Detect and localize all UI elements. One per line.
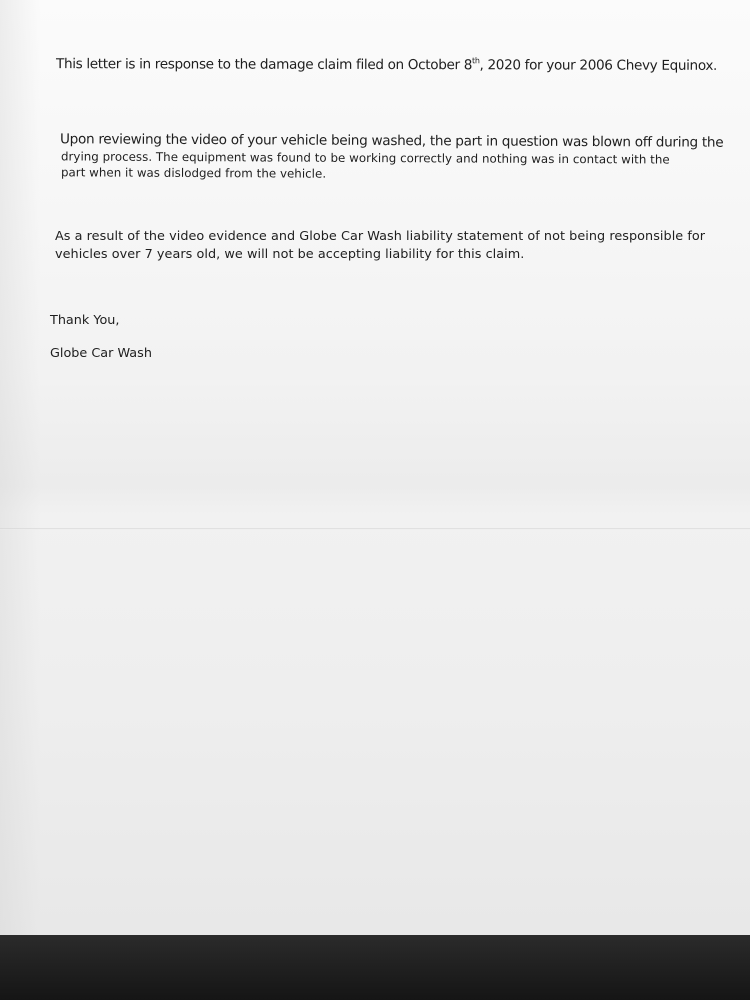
paper-shadow [0,0,40,935]
opening-text-end: , 2020 for your 2006 Chevy Equinox. [479,57,718,74]
paragraph-2-line-2: drying process. The equipment was found to be working correctly and nothing was in contact with the [60,149,670,167]
paragraph-2-line-1: Upon reviewing the video of your vehicle being washed, the part in question was blown off during the [59,131,724,151]
paragraph-3-line-1: As a result of the video evidence and Globe Car Wash liability statement of not being responsible for [55,229,706,244]
ordinal-suffix: th [472,56,480,66]
paragraph-2-line-3: part when it was dislodged from the vehicle. [60,165,327,181]
opening-line [56,55,717,74]
table-surface [0,935,750,1000]
opening-text: This letter is in response to the damage claim filed on October 8 [55,56,473,74]
paragraph-3-line-2: vehicles over 7 years old, we will not be accepting liability for this claim. [55,247,525,262]
signature: Globe Car Wash [50,346,152,361]
closing-salutation: Thank You, [50,313,120,328]
paper-fold-line [0,528,750,530]
